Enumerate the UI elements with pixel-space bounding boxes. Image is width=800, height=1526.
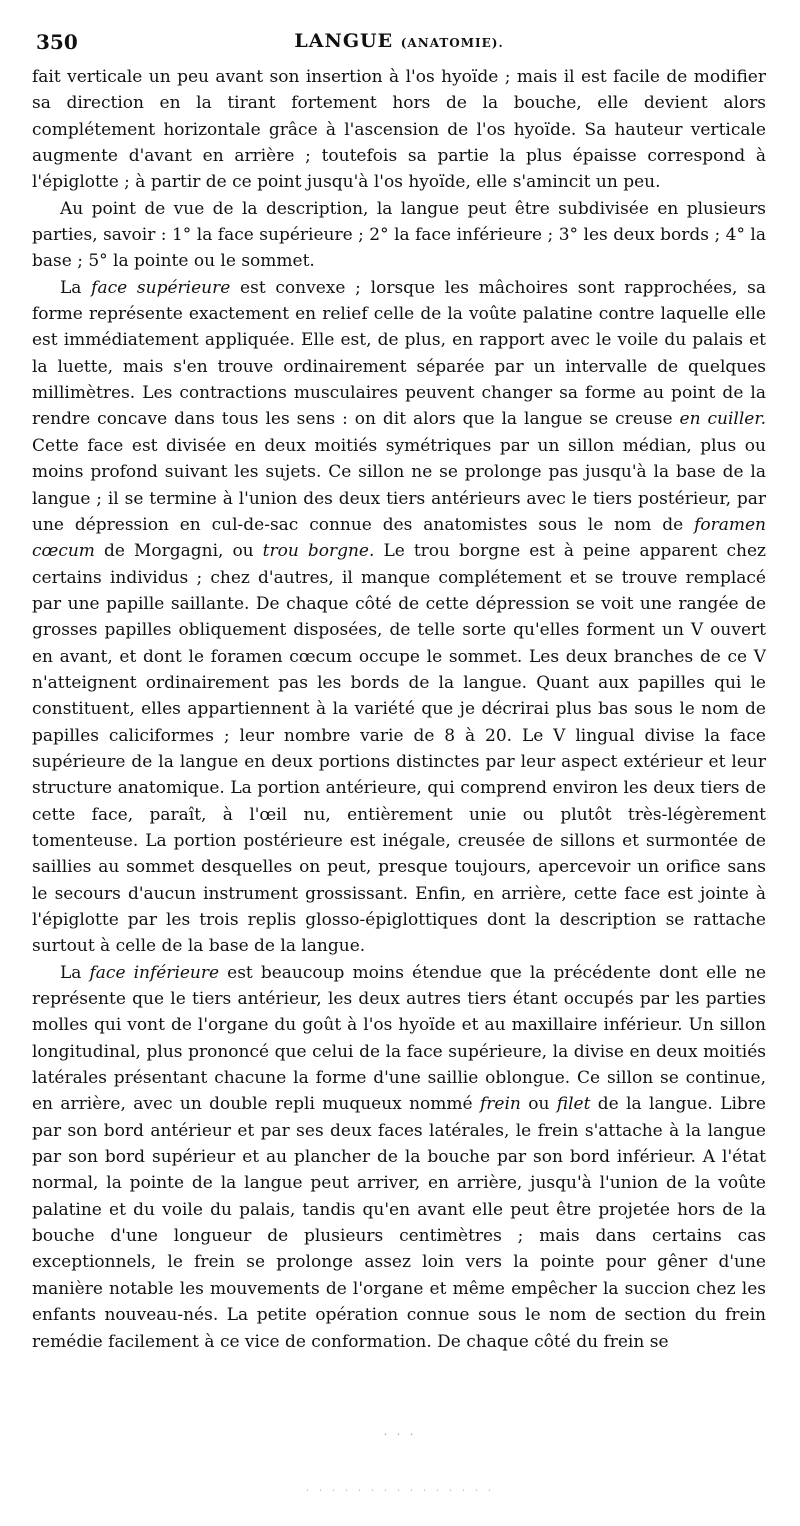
- text-run: Le trou borgne est à peine apparent chez certains individus ; chez d'autres, il manque complétement et se trouve remplacé par une papille saillante. De chaque côté de cette dépression se voit une rangée de grosses papilles obliquement disposées, de telle sorte qu'elles forment un V ouvert en avant, et dont le foramen cœcum occupe le sommet. Les deux branches de ce V n'atteignent ordinairement pas les bords de la langue. Quant aux papilles qui le constituent, elles appartiennent à la variété que je décrirai plus bas sous le nom de papilles caliciformes ; leur nombre varie de 8 à 20. Le V lingual divise la face supérieure de la langue en deux portions distinctes par leur aspect extérieur et leur structure anatomique. La portion antérieure, qui comprend environ les deux tiers de cette face, paraît, à l'œil nu, entièrement unie ou plutôt très-légèrement tomenteuse. La portion postérieure est inégale, creusée de sillons et surmontée de saillies au sommet desquelles on peut, presque toujours, apercevoir un orifice sans le secours d'aucun instrument grossissant. Enfin, en arrière, cette face est jointe à l'épiglotte par les trois replis glosso-épiglottiques dont la description se rattache surtout à celle de la base de la langue.: [32, 541, 766, 957]
- text-run: de la langue. Libre par son bord antérieur et par ses deux faces latérales, le frein s'attache à la langue par son bord supérieur et au plancher de la bouche par son bord inférieur. A l'état normal, la pointe de la langue peut arriver, en arrière, jusqu'à l'union de la voûte palatine et du voile du palais, tandis qu'en avant elle peut être projetée hors de la bouche d'une longueur de plusieurs centimètres ; mais dans certains cas exceptionnels, le frein se prolonge assez loin vers la pointe pour gêner d'une manière notable les mouvements de l'organe et même empêcher la succion chez les enfants nouveau-nés. La petite opération connue sous le nom de section du frein remédie facilement à ce vice de conformation. De chaque côté du frein se: [32, 1094, 766, 1352]
- text-run: est convexe ; lorsque les mâchoires sont rapprochées, sa forme représente exactement en relief celle de la voûte palatine contre laquelle elle est immédiatement appliquée. Elle est, de plus, en rapport avec le voile du palais et la luette, mais s'en trouve ordinairement séparée par un intervalle de quelques millimètres. Les contractions musculaires peuvent changer sa forme au point de la rendre concave dans tous les sens : on dit alors que la langue se creuse: [32, 277, 766, 430]
- running-head: [32, 28, 766, 58]
- italic-term: en cuiller.: [679, 409, 767, 430]
- italic-term: foramen cœcum: [32, 514, 766, 562]
- text-run: Cette face est divisée en deux moitiés symétriques par un sillon médian, plus ou moins profond suivant les sujets. Ce sillon ne se prolonge pas jusqu'à la base de la langue ; il se termine à l'union des deux tiers antérieurs avec le tiers postérieur, par une dépression en cul-de-sac connue des anatomistes sous le nom de: [32, 435, 766, 535]
- paragraph: [32, 275, 766, 960]
- text-run: est beaucoup moins étendue que la précédente dont elle ne représente que le tiers antérieur, les deux autres tiers étant occupés par les parties molles qui vont de l'organe du goût à l'os hyoïde et au maxillaire inférieur. Un sillon longitudinal, plus prononcé que celui de la face supérieure, la divise en deux moitiés latérales présentant chacune la forme d'une saillie oblongue. Ce sillon se continue, en arrière, avec un double repli muqueux nommé: [32, 962, 767, 1115]
- italic-term: frein: [479, 1094, 521, 1115]
- header-title-sub: (ANATOMIE).: [400, 36, 504, 50]
- page-number: 350: [36, 30, 78, 54]
- body-text: [32, 64, 766, 1355]
- paragraph: [32, 64, 766, 196]
- italic-term: filet: [556, 1094, 591, 1115]
- paragraph: [32, 960, 766, 1355]
- scan-mark: · · · · · · · · · · · · · · ·: [305, 1484, 495, 1497]
- paragraph: [32, 196, 766, 275]
- text-run: de Morgagni, ou: [94, 541, 263, 562]
- text-run: ou: [520, 1094, 557, 1115]
- scan-mark: · · ·: [383, 1428, 417, 1441]
- header-title: [32, 30, 766, 52]
- header-title-main: LANGUE: [294, 30, 394, 52]
- text-run: Au point de vue de la description, la langue peut être subdivisée en plusieurs parties, savoir : 1° la face supérieure ; 2° la face inférieure ; 3° les deux bords ; 4° la base ; 5° la pointe ou le sommet.: [32, 198, 766, 272]
- text-run: fait verticale un peu avant son insertion à l'os hyoïde ; mais il est facile de modifier sa direction en la tirant fortement hors de la bouche, elle devient alors complétement horizontale grâce à l'ascension de l'os hyoïde. Sa hauteur verticale augmente d'avant en arrière ; toutefois sa partie la plus épaisse correspond à l'épiglotte ; à partir de ce point jusqu'à l'os hyoïde, elle s'amincit un peu.: [32, 67, 766, 193]
- italic-term: face supérieure: [91, 277, 231, 298]
- text-run: La: [60, 277, 92, 298]
- text-run: La: [60, 962, 90, 983]
- book-page: [32, 28, 766, 1355]
- italic-term: face inférieure: [89, 962, 220, 983]
- italic-term: trou borgne.: [262, 541, 375, 562]
